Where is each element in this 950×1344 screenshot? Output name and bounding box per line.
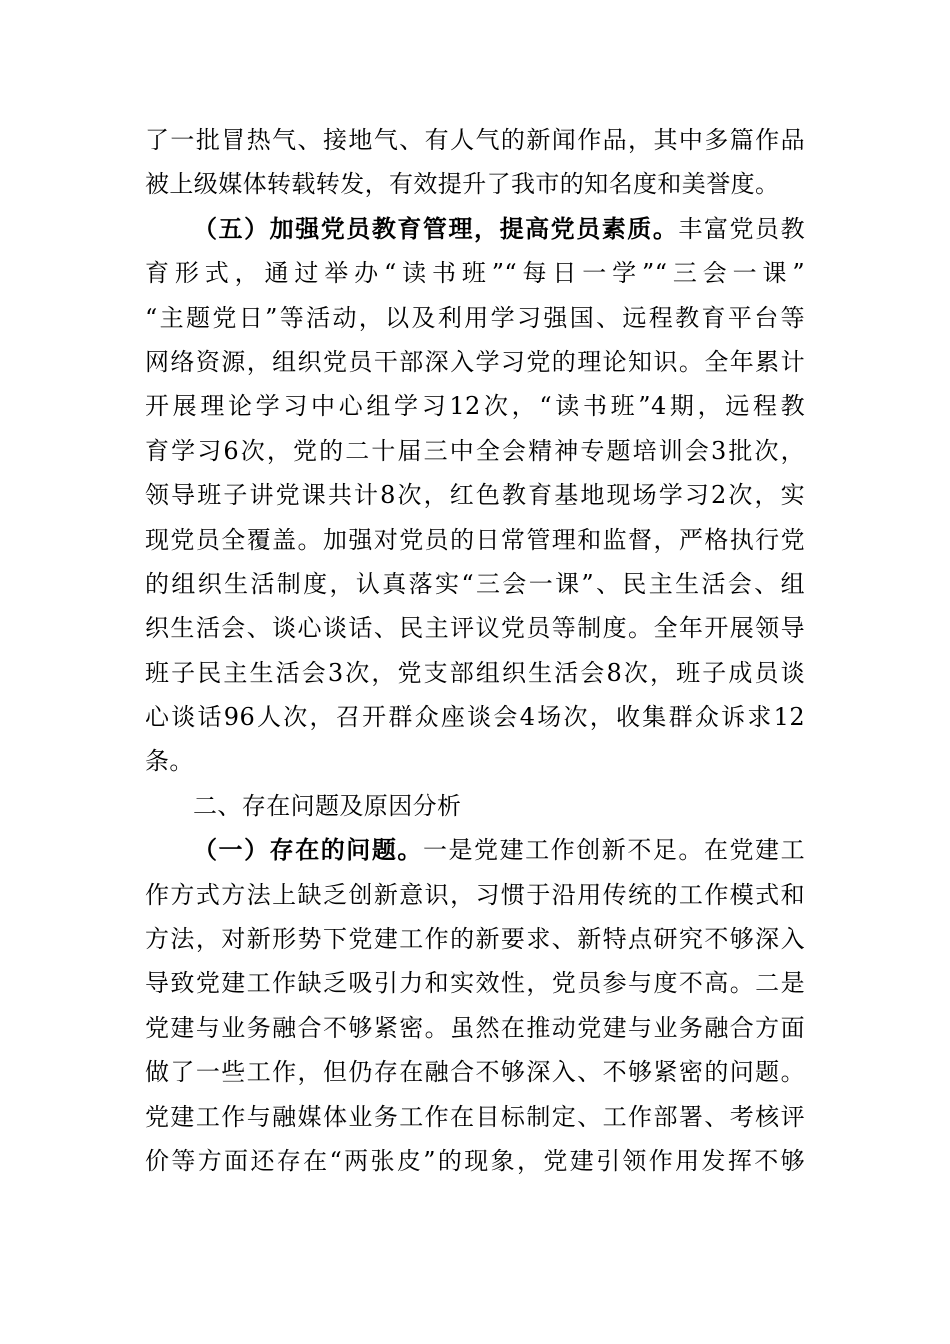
text-run: 丰富党员教 [678,214,805,243]
text-line: 育学习6次，党的二十届三中全会精神专题培训会3批次， [145,436,805,465]
text-line: 育形式，通过举办“读书班”“每日一学”“三会一课” [145,259,805,288]
paragraph-problems-first-line [145,828,805,872]
text-line: 现党员全覆盖。加强对党员的日常管理和监督，严格执行党 [145,525,805,554]
text-line: 了一批冒热气、接地气、有人气的新闻作品，其中多篇作品 [145,126,805,154]
subheading-five: （五）加强党员教育管理，提高党员素质。 [193,213,679,243]
text-line: 方法，对新形势下党建工作的新要求、新特点研究不够深入 [145,925,805,954]
text-line: 被上级媒体转载转发，有效提升了我市的知名度和美誉度。 [145,170,780,199]
text-line: “主题党日”等活动，以及利用学习强国、远程教育平台等 [145,303,805,332]
text-line: 党建与业务融合不够紧密。虽然在推动党建与业务融合方面 [145,1013,805,1042]
text-line: 作方式方法上缺乏创新意识，习惯于沿用传统的工作模式和 [145,880,805,909]
text-line: 导致党建工作缺乏吸引力和实效性，党员参与度不高。二是 [145,969,805,998]
text-run: 一是党建工作创新不足。在党建工 [422,836,806,865]
text-line: 条。 [145,747,194,776]
paragraph-five-first-line [145,207,805,251]
document-page [145,118,805,1183]
text-line: 做了一些工作，但仍存在融合不够深入、不够紧密的问题。 [145,1058,805,1087]
section-heading: 二、存在问题及原因分析 [193,791,462,820]
text-line: 开展理论学习中心组学习12次，“读书班”4期，远程教 [145,392,805,421]
text-line: 党建工作与融媒体业务工作在目标制定、工作部署、考核评 [145,1102,805,1131]
text-line: 网络资源，组织党员干部深入学习党的理论知识。全年累计 [145,347,805,376]
text-line: 班子民主生活会3次，党支部组织生活会8次，班子成员谈 [145,658,805,687]
text-line: 心谈话96人次，召开群众座谈会4场次，收集群众诉求12 [145,703,805,732]
text-line: 领导班子讲党课共计8次，红色教育基地现场学习2次，实 [145,481,805,510]
subheading-problems: （一）存在的问题。 [193,835,423,865]
text-line: 价等方面还存在“两张皮”的现象，党建引领作用发挥不够 [145,1146,805,1175]
text-line: 的组织生活制度，认真落实“三会一课”、民主生活会、组 [145,569,805,598]
text-line: 织生活会、谈心谈话、民主评议党员等制度。全年开展领导 [145,614,805,643]
